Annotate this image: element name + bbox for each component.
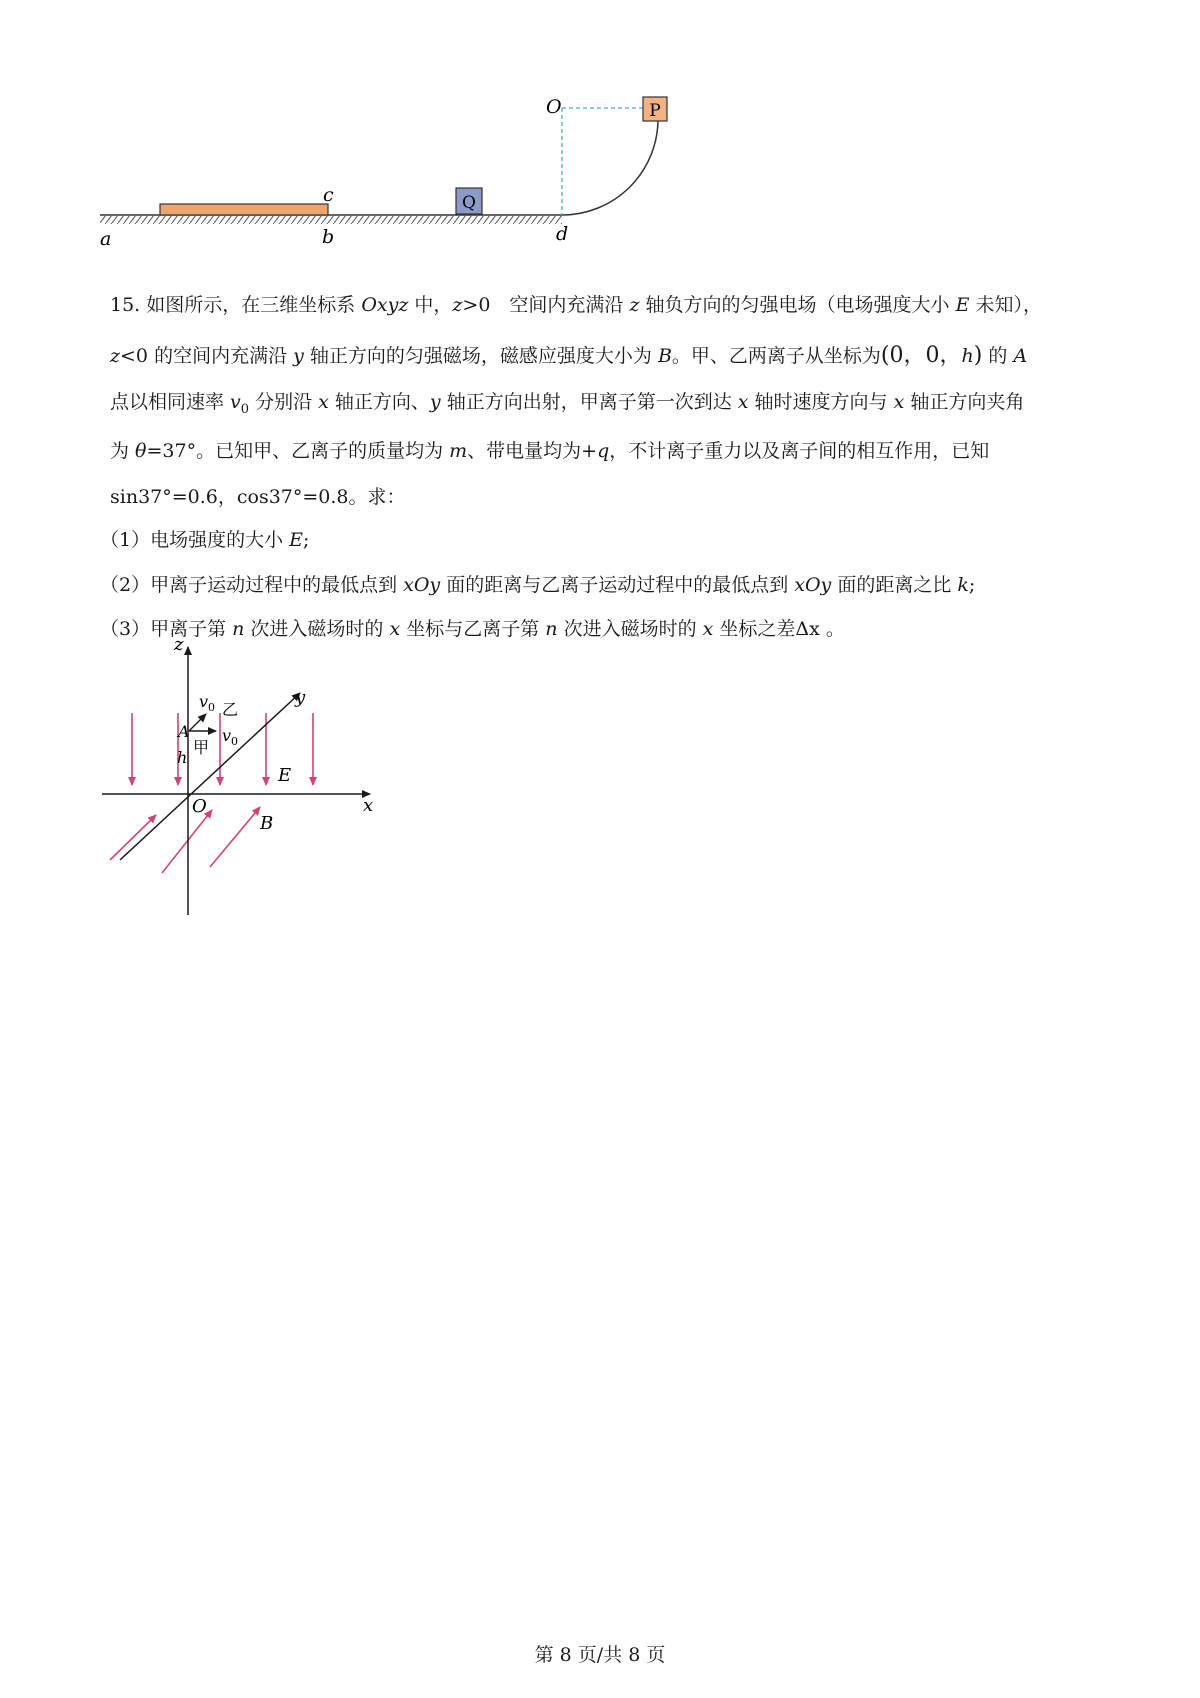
text: （3）甲离子第 — [100, 618, 233, 640]
var-a: A — [1013, 345, 1028, 367]
question-3 — [100, 614, 845, 641]
text: （1）电场强度的大小 — [100, 529, 290, 551]
text: 中， — [408, 294, 453, 316]
var-theta: θ — [135, 440, 147, 462]
text: 轴时速度方向与 — [748, 391, 894, 413]
block-q-label: Q — [462, 193, 476, 213]
label-v0-yi: $v_0$ — [199, 692, 216, 714]
var-y: y — [429, 391, 441, 413]
var-xoy: xOy — [794, 574, 832, 596]
text: 轴负方向的匀强电场（电场强度大小 — [639, 294, 956, 316]
magnetic-field-arrows — [110, 807, 260, 873]
label-b: b — [322, 226, 335, 248]
text: 。甲、乙两离子从坐标为 — [671, 345, 881, 367]
label-y: y — [295, 687, 306, 708]
var-e: E — [955, 294, 970, 316]
var-q: q — [597, 440, 610, 462]
label-z: z — [174, 634, 184, 655]
var-e: E — [289, 529, 304, 551]
label-h: h — [177, 748, 188, 767]
b-field-arrow — [210, 807, 260, 867]
text: 轴正方向、 — [328, 391, 430, 413]
label-d: d — [556, 223, 569, 245]
quarter-arc — [562, 119, 658, 215]
label-x: x — [363, 795, 374, 816]
var-x: x — [737, 391, 749, 413]
coordinate-figure — [100, 634, 420, 1005]
var-z: z — [629, 294, 640, 316]
text: >0 空间内充满沿 — [462, 294, 630, 316]
y-axis — [120, 693, 300, 860]
text: ; — [968, 574, 976, 596]
var-v: v — [230, 391, 241, 413]
var-x: x — [702, 618, 714, 640]
page-footer: 第 8 页/共 8 页 — [534, 1644, 666, 1666]
var-x: x — [318, 391, 329, 413]
question-1 — [100, 525, 309, 552]
text: 轴正方向的匀强磁场，磁感应强度大小为 — [303, 345, 658, 367]
coordinate-open: (0，0， — [880, 343, 962, 368]
var-xoy: xOy — [403, 574, 441, 596]
text: 未知）， — [969, 294, 1043, 316]
text: 轴正方向夹角 — [904, 391, 1025, 413]
var-b: B — [657, 345, 672, 367]
question-2 — [100, 570, 975, 597]
var-k: k — [957, 574, 969, 596]
problem-number: 15. — [110, 294, 141, 316]
problem-line-5: sin37°=0.6，cos37°=0.8。求： — [110, 486, 406, 508]
label-jia: 甲 — [193, 738, 210, 757]
label-b: B — [260, 813, 274, 834]
var-z: z — [452, 294, 463, 316]
var-oxyz: Oxyz — [361, 294, 409, 316]
text: 的 — [982, 345, 1014, 367]
label-c: c — [323, 184, 334, 206]
block-p-label: P — [649, 101, 661, 121]
label-o: O — [546, 96, 562, 118]
var-x: x — [893, 391, 905, 413]
label-v0-jia: $v_0$ — [222, 726, 239, 748]
plank — [160, 204, 328, 215]
coordinate-close: ) — [973, 343, 983, 368]
var-z: z — [110, 345, 121, 367]
text: ，不计离子重力以及离子间的相互作用，已知 — [609, 440, 990, 462]
problem-line-4 — [110, 436, 989, 463]
text: ; — [303, 529, 310, 551]
text: （2）甲离子运动过程中的最低点到 — [100, 574, 404, 596]
text: 为 — [110, 440, 136, 462]
text: 面的距离与乙离子运动过程中的最低点到 — [440, 574, 795, 596]
var-x: x — [389, 618, 401, 640]
text: 如图所示，在三维坐标系 — [146, 294, 362, 316]
var-n: n — [232, 618, 245, 640]
b-field-arrow — [110, 815, 156, 860]
text: 、带电量均为+ — [467, 440, 598, 462]
text: 分别沿 — [249, 391, 319, 413]
v0-arrow-yi — [189, 714, 206, 731]
text: 点以相同速率 — [110, 391, 231, 413]
subscript-0: 0 — [240, 401, 250, 417]
problem-line-2 — [110, 338, 1027, 369]
var-m: m — [449, 440, 468, 462]
text: =37°。已知甲、乙离子的质量均为 — [146, 440, 450, 462]
label-a: a — [100, 228, 112, 250]
b-field-arrow — [162, 810, 212, 873]
text: 次进入磁场时的 — [557, 618, 703, 640]
text: 坐标之差Δx 。 — [713, 618, 845, 640]
var-y: y — [293, 345, 304, 367]
label-a: A — [178, 722, 190, 741]
text: 次进入磁场时的 — [244, 618, 390, 640]
var-n: n — [545, 618, 558, 640]
problem-line-3 — [110, 387, 1024, 417]
ground-hatch — [100, 216, 562, 224]
label-yi: 乙 — [222, 700, 239, 719]
text: 坐标与乙离子第 — [400, 618, 546, 640]
var-h: h — [961, 345, 974, 367]
text: 面的距离之比 — [831, 574, 958, 596]
track-figure — [100, 95, 661, 270]
text: 轴正方向出射，甲离子第一次到达 — [440, 391, 738, 413]
label-o: O — [192, 796, 207, 817]
text: <0 的空间内充满沿 — [120, 345, 294, 367]
problem-line-1 — [110, 290, 1042, 317]
label-e: E — [278, 765, 292, 786]
